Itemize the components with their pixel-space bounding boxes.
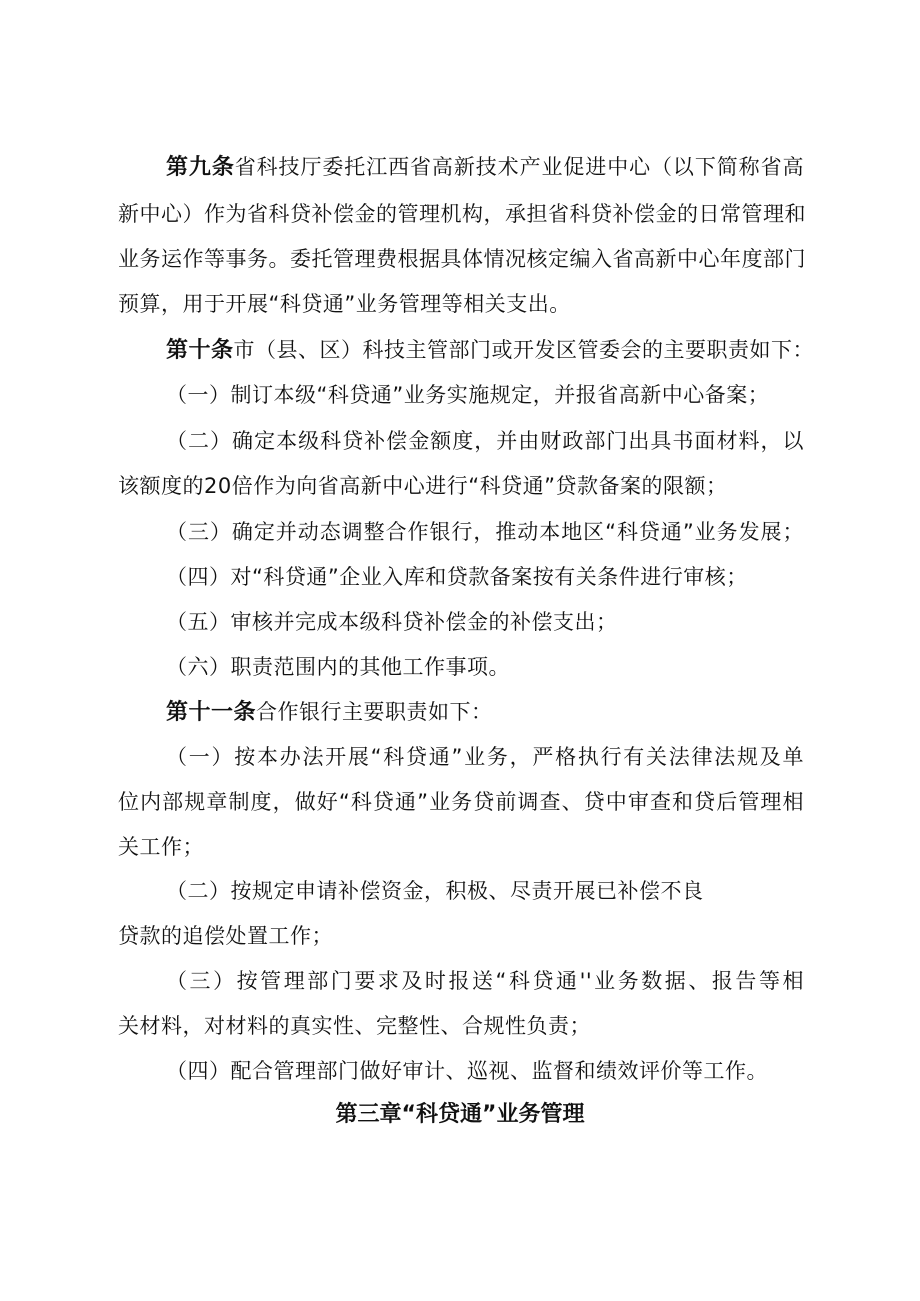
article10-item1: （一）制订本级“科贷通”业务实施规定，并报省高新中心备案； [166,383,770,407]
article9-text-line4: 预算，用于开展“科贷通”业务管理等相关支出。 [118,292,571,316]
article10-heading: 第十条 [166,338,234,363]
article10-item6: （六）职责范围内的其他工作事项。 [166,655,510,679]
article11-paragraph [166,697,856,728]
article11-item1-line3: 关工作； [118,835,204,859]
article9-text-line1: 省科技厅委托江西省高新技术产业促进中心（以下简称省高 [234,155,804,179]
article10-paragraph [166,335,815,366]
article10-intro: 市（县、区）科技主管部门或开发区管委会的主要职责如下： [233,338,815,362]
article9-heading: 第九条 [166,155,235,180]
article11-item2-line2: 贷款的追偿处置工作； [118,924,333,948]
article11-item1-line2: 位内部规章制度，做好“科贷通”业务贷前调查、贷中审查和贷后管理相 [118,790,804,814]
article11-intro: 合作银行主要职责如下： [256,700,493,724]
article9-paragraph-line1 [166,152,804,183]
chapter3-title: 第三章“科贷通”业务管理 [335,1102,585,1127]
article11-item4: （四）配合管理部门做好审计、巡视、监督和绩效评价等工作。 [166,1059,768,1083]
article11-item3-line1: （三）按管理部门要求及时报送“科贷通''业务数据、报告等相 [166,969,804,993]
article11-item3-line2: 关材料，对材料的真实性、完整性、合规性负责； [118,1014,591,1038]
article10-item3: （三）确定并动态调整合作银行，推动本地区“科贷通”业务发展； [166,520,804,544]
article11-item2-line1: （二）按规定申请补偿资金，积极、尽责开展已补偿不良 [166,879,704,903]
article11-heading: 第十一条 [166,700,257,725]
article10-item4: （四）对“科贷通”企业入库和贷款备案按有关条件进行审核； [166,565,748,589]
article11-item1-line1: （一）按本办法开展“科贷通”业务，严格执行有关法律法规及单 [166,745,804,769]
article10-item2-line2: 该额度的20倍作为向省高新中心进行“科贷通”贷款备案的限额； [118,474,728,498]
article10-item5: （五）审核并完成本级科贷补偿金的补偿支出； [166,610,618,634]
article9-text-line3: 业务运作等事务。委托管理费根据具体情况核定编入省高新中心年度部门 [118,247,806,271]
article10-item2-line1: （二）确定本级科贷补偿金额度，并由财政部门出具书面材料，以 [166,429,804,453]
article9-text-line2: 新中心）作为省科贷补偿金的管理机构，承担省科贷补偿金的日常管理和 [118,202,806,226]
